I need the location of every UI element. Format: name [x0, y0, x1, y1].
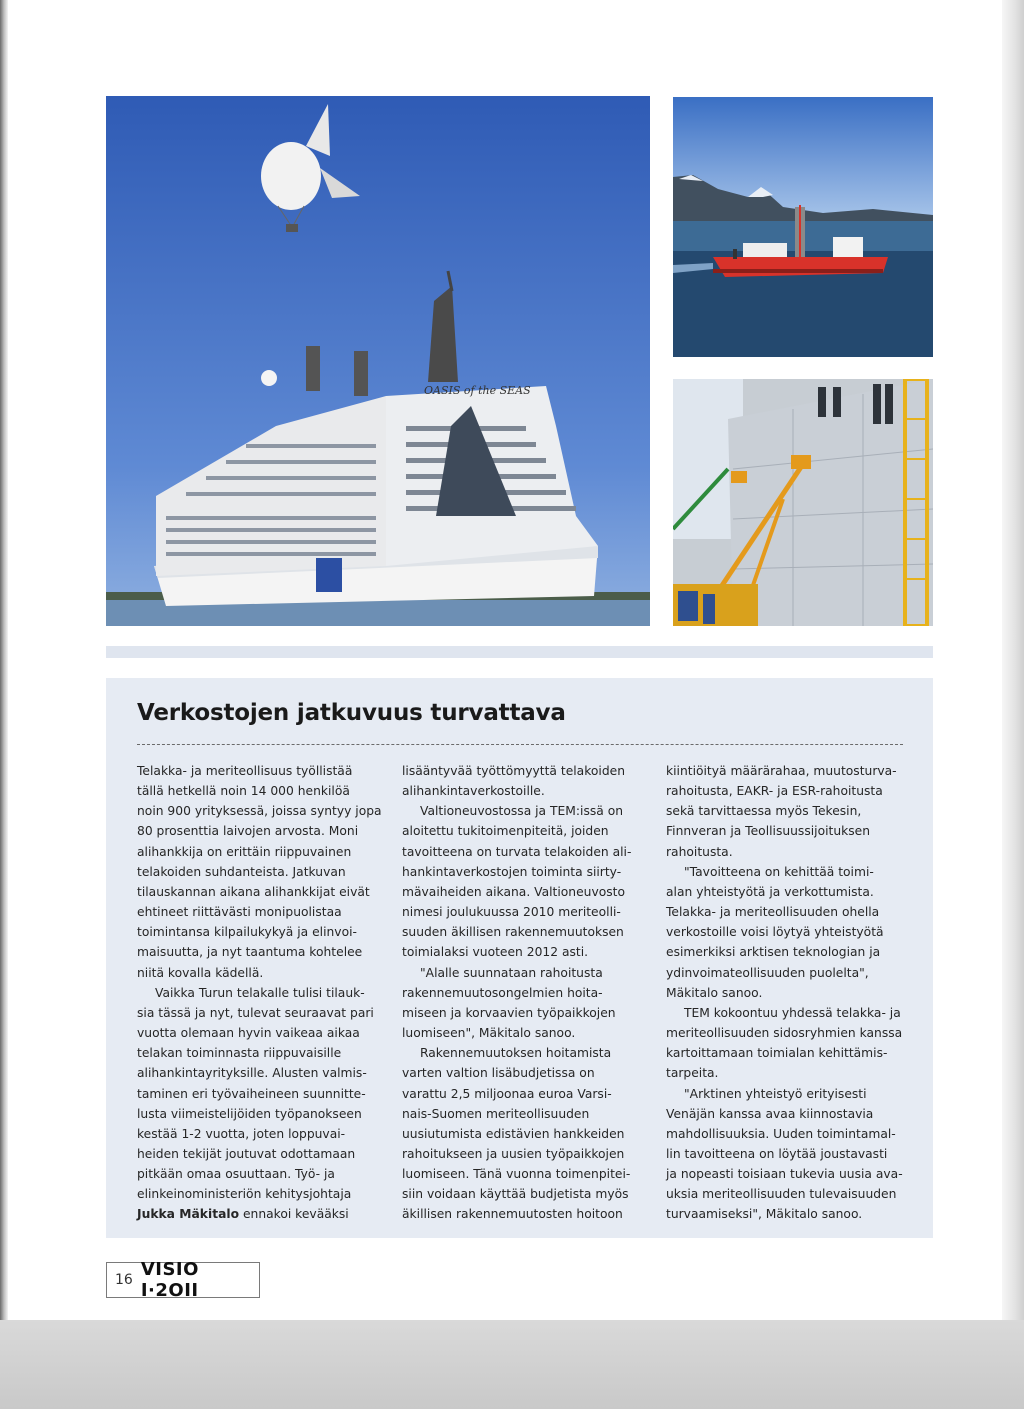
article-text-line: TEM kokoontuu yhdessä telakka- ja: [684, 1005, 901, 1020]
person-name: Jukka Mäkitalo: [137, 1207, 240, 1222]
article-text-line: Rakennemuutoksen hoitamista: [420, 1046, 612, 1061]
article-text-line: sia tässä ja nyt, tulevat seuraavat pari: [137, 1005, 374, 1020]
article-text-line: meriteollisuuden sidosryhmien kanssa: [666, 1026, 903, 1041]
offshore-vessel-photo: [673, 97, 933, 357]
article-column-1: [137, 761, 382, 1225]
article-text-line: vuotta olemaan hyvin vaikeaa aikaa: [137, 1026, 360, 1041]
article-text-line: kiintiöityä määrärahaa, muutosturva-: [666, 764, 897, 778]
article-text-line: taminen eri työvaiheineen suunnitte-: [137, 1086, 366, 1101]
article-column-2: [402, 761, 638, 1225]
article-text-line: kestää 1-2 vuotta, joten loppuvai-: [137, 1126, 346, 1141]
article-text-line: esimerkiksi arktisen teknologian ja: [666, 945, 881, 960]
article-headline: Verkostojen jatkuvuus turvattava: [137, 700, 566, 726]
article-text-line: Vaikka Turun telakalle tulisi tilauk-: [155, 985, 365, 1000]
accent-bar: [106, 646, 933, 658]
article-text-line: rahoitusta.: [666, 844, 733, 859]
article-text-line: toimintansa kilpailukykyä ja elinvoi-: [137, 925, 357, 940]
article-text-line: "Arktinen yhteistyö erityisesti: [684, 1086, 867, 1101]
article-text-line: lisääntyvää työttömyyttä telakoiden: [402, 764, 625, 778]
article-text-line: aloitettu tukitoimenpiteitä, joiden: [402, 824, 609, 839]
article-text-line: lusta viimeistelijöiden työpanokseen: [137, 1106, 362, 1121]
article-text-line: Mäkitalo sanoo.: [666, 985, 763, 1000]
page-number: 16: [115, 1272, 133, 1288]
article-text-line: hankintaverkostojen toiminta siirty-: [402, 864, 622, 879]
article-text-line: ydinvoimateollisuuden puolelta",: [666, 965, 869, 980]
article-text-line: Valtioneuvostossa ja TEM:issä on: [420, 804, 624, 819]
ship-name-text: OASIS of the SEAS: [424, 384, 531, 397]
article-text-line: rahoitukseen ja uusien työpaikkojen: [402, 1146, 625, 1161]
article-text-line: luomiseen. Tänä vuonna toimenpitei-: [402, 1167, 631, 1182]
article-text-line: ja nopeasti toisiaan tukevia uusia ava-: [666, 1167, 903, 1182]
magazine-name: VISIO I·2OII: [140, 1259, 199, 1301]
article-text-line: tällä hetkellä noin 14 000 henkilöä: [137, 784, 350, 799]
article-text-line: verkostoille voisi löytyä yhteistyötä: [666, 925, 884, 940]
article-text-line: [137, 1204, 373, 1224]
page-footer: [106, 1259, 260, 1301]
article-text-line: telakoiden suhdanteista. Jatkuvan: [137, 864, 346, 879]
scan-background-band: [0, 1320, 1024, 1409]
article-box: [106, 678, 933, 1238]
page-spine-shadow: [0, 0, 8, 1320]
article-text-line: luomiseen", Mäkitalo sanoo.: [402, 1026, 576, 1041]
article-text-line: alihankintaverkostoille.: [402, 784, 545, 799]
article-text-line: tarpeita.: [666, 1066, 719, 1081]
article-text-line: Telakka- ja meriteollisuuden ohella: [666, 905, 880, 920]
article-text-line: rakennemuutosongelmien hoita-: [402, 985, 603, 1000]
article-text-line: nais-Suomen meriteollisuuden: [402, 1106, 590, 1121]
page-right-edge: [1002, 0, 1024, 1409]
article-text-line: Telakka- ja meriteollisuus työllistää: [137, 764, 353, 778]
article-text-line: maisuutta, ja nyt taantuma kohtelee: [137, 945, 363, 960]
article-text-line: alihankkija on erittäin riippuvainen: [137, 844, 352, 859]
article-text-line: 80 prosenttia laivojen arvosta. Moni: [137, 824, 359, 839]
article-text-line: nimesi joulukuussa 2010 meriteolli-: [402, 905, 621, 920]
article-text-line: sekä tarvittaessa myös Tekesin,: [666, 804, 862, 819]
article-text-line: siin voidaan käyttää budjetista myös: [402, 1187, 629, 1202]
article-text-line: "Alalle suunnataan rahoitusta: [420, 965, 603, 980]
article-text-line: äkillisen rakennemuutosten hoitoon: [402, 1207, 623, 1222]
article-text-line: Venäjän kanssa avaa kiinnostavia: [666, 1106, 874, 1121]
article-text-line: turvaamiseksi", Mäkitalo sanoo.: [666, 1207, 863, 1222]
article-text-line: toimialaksi vuoteen 2012 asti.: [402, 945, 589, 960]
article-text-line: noin 900 yrityksessä, joissa syntyy jopa: [137, 804, 382, 819]
article-text-line: elinkeinoministeriön kehitysjohtaja: [137, 1187, 352, 1202]
article-text-line: pitkään omaa osuuttaan. Työ- ja: [137, 1167, 335, 1182]
article-text-line: miseen ja korvaavien työpaikkojen: [402, 1005, 616, 1020]
headline-divider: [137, 744, 903, 745]
article-text-line: heiden tekijät joutuvat odottamaan: [137, 1146, 356, 1161]
article-text-line: tavoitteena on turvata telakoiden ali-: [402, 844, 632, 859]
article-text-fragment: ennakoi kevääksi: [239, 1207, 349, 1222]
article-column-3: [666, 761, 902, 1225]
article-text-line: tilauskannan aikana alihankkijat eivät: [137, 884, 370, 899]
article-text-line: alan yhteistyötä ja verkottumista.: [666, 884, 874, 899]
article-text-line: suuden äkillisen rakennemuutoksen: [402, 925, 624, 940]
article-text-line: Finnveran ja Teollisuussijoituksen: [666, 824, 871, 839]
article-text-line: kartoittamaan toimialan kehittämis-: [666, 1046, 888, 1061]
article-text-line: mahdollisuuksia. Uuden toimintamal-: [666, 1126, 896, 1141]
article-text-line: lin tavoitteena on löytää joustavasti: [666, 1146, 888, 1161]
article-text-line: uksia meriteollisuuden tulevaisuuden: [666, 1187, 897, 1202]
article-text-line: rahoitusta, EAKR- ja ESR-rahoitusta: [666, 784, 883, 799]
article-text-line: niitä kovalla kädellä.: [137, 965, 264, 980]
article-text-line: uusiutumista edistävien hankkeiden: [402, 1126, 625, 1141]
article-text-line: mävaiheiden aikana. Valtioneuvosto: [402, 884, 626, 899]
cruise-ship-photo: [106, 96, 650, 626]
article-text-line: varten valtion lisäbudjetissa on: [402, 1066, 595, 1081]
article-text-line: varattu 2,5 miljoonaa euroa Varsi-: [402, 1086, 612, 1101]
article-text-line: telakan toiminnasta riippuvaisille: [137, 1046, 342, 1061]
article-text-line: "Tavoitteena on kehittää toimi-: [684, 864, 874, 879]
article-text-line: alihankintayrityksille. Alusten valmis-: [137, 1066, 367, 1081]
article-text-line: ehtineet riittävästi monipuolistaa: [137, 905, 342, 920]
hull-work-photo: [673, 379, 933, 626]
